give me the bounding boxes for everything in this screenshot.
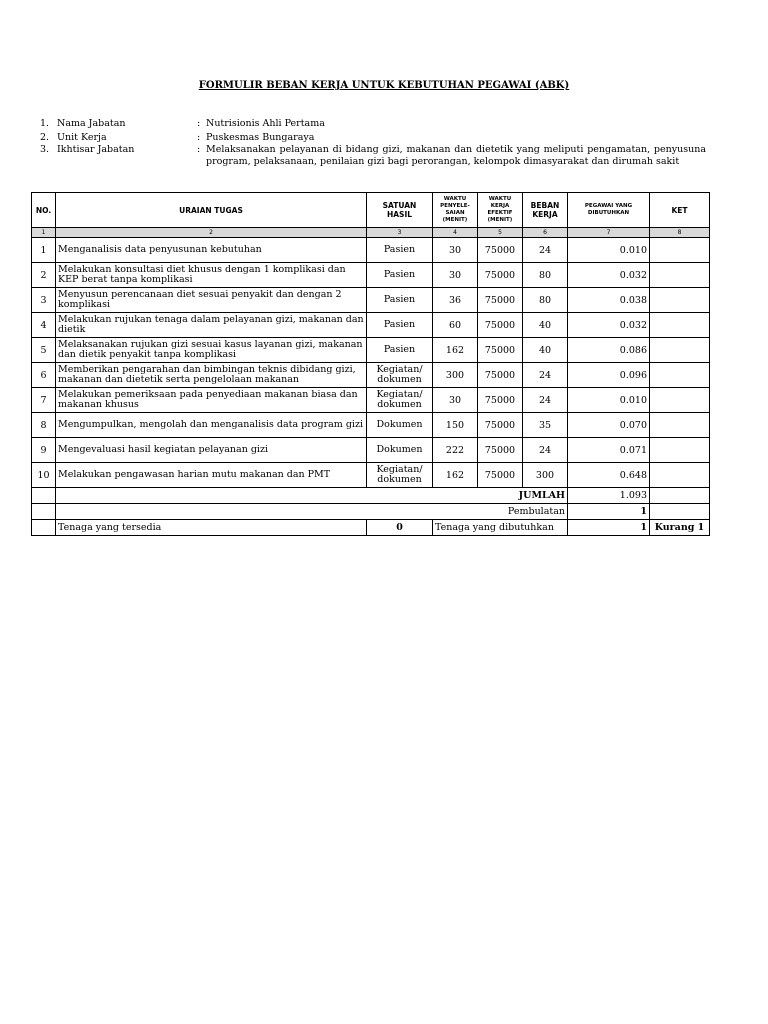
waktu-kerja-efektif: 75000	[478, 238, 523, 263]
row-number: 6	[32, 363, 56, 388]
pegawai-dibutuhkan: 0.071	[568, 438, 650, 463]
pegawai-dibutuhkan: 0.032	[568, 263, 650, 288]
row-number: 1	[32, 238, 56, 263]
form-title: FORMULIR BEBAN KERJA UNTUK KEBUTUHAN PEGAWAI (ABK)	[198, 80, 570, 91]
table-row	[32, 363, 710, 388]
row-number: 8	[32, 413, 56, 438]
jumlah-row	[32, 488, 710, 504]
pegawai-dibutuhkan: 0.096	[568, 363, 650, 388]
row-number: 9	[32, 438, 56, 463]
satuan-hasil: Pasien	[367, 263, 433, 288]
table-row	[32, 438, 710, 463]
waktu-penyelesaian: 300	[433, 363, 478, 388]
pembulatan-row	[32, 504, 710, 520]
task-description: Mengevaluasi hasil kegiatan pelayanan gizi	[56, 438, 367, 463]
header-beban-kerja: BEBAN KERJA	[523, 193, 568, 228]
column-number: 2	[56, 228, 367, 238]
satuan-hasil: Pasien	[367, 238, 433, 263]
satuan-hasil: Dokumen	[367, 438, 433, 463]
table-row	[32, 413, 710, 438]
keterangan	[650, 238, 710, 263]
column-number: 8	[650, 228, 710, 238]
column-number: 3	[367, 228, 433, 238]
satuan-hasil: Kegiatan/ dokumen	[367, 363, 433, 388]
pembulatan-value: 1	[568, 504, 650, 520]
pegawai-dibutuhkan: 0.070	[568, 413, 650, 438]
tenaga-row	[32, 520, 710, 536]
waktu-kerja-efektif: 75000	[478, 288, 523, 313]
row-number: 3	[32, 288, 56, 313]
info-colon: :	[197, 144, 201, 155]
tenaga-tersedia-label: Tenaga yang tersedia	[56, 520, 367, 536]
waktu-penyelesaian: 60	[433, 313, 478, 338]
keterangan	[650, 388, 710, 413]
tenaga-dibutuhkan-label: Tenaga yang dibutuhkan	[433, 520, 568, 536]
workload-table	[31, 192, 710, 536]
waktu-penyelesaian: 162	[433, 463, 478, 488]
column-number: 7	[568, 228, 650, 238]
info-label: Nama Jabatan	[57, 118, 126, 129]
beban-kerja: 24	[523, 363, 568, 388]
satuan-hasil: Pasien	[367, 338, 433, 363]
empty-cell	[650, 488, 710, 504]
task-rows	[32, 238, 710, 488]
beban-kerja: 40	[523, 338, 568, 363]
info-colon: :	[197, 132, 201, 143]
pegawai-dibutuhkan: 0.010	[568, 238, 650, 263]
task-description: Mengumpulkan, mengolah dan menganalisis data program gizi	[56, 413, 367, 438]
task-description: Melakukan pengawasan harian mutu makanan dan PMT	[56, 463, 367, 488]
task-description: Memberikan pengarahan dan bimbingan teknis dibidang gizi, makanan dan dietetik serta pengelolaan makanan	[56, 363, 367, 388]
waktu-kerja-efektif: 75000	[478, 438, 523, 463]
satuan-hasil: Kegiatan/ dokumen	[367, 388, 433, 413]
task-description: Melaksanakan rujukan gizi sesuai kasus layanan gizi, makanan dan dietik penyakit tanpa komplikasi	[56, 338, 367, 363]
beban-kerja: 24	[523, 388, 568, 413]
header-uraian-tugas: URAIAN TUGAS	[56, 193, 367, 228]
jumlah-label: JUMLAH	[56, 488, 568, 504]
task-description: Melakukan pemeriksaan pada penyediaan makanan biasa dan makanan khusus	[56, 388, 367, 413]
info-label: Ikhtisar Jabatan	[57, 144, 135, 155]
task-description: Melakukan konsultasi diet khusus dengan 1 komplikasi dan KEP berat tanpa komplikasi	[56, 263, 367, 288]
pegawai-dibutuhkan: 0.038	[568, 288, 650, 313]
satuan-hasil: Kegiatan/ dokumen	[367, 463, 433, 488]
pegawai-dibutuhkan: 0.010	[568, 388, 650, 413]
satuan-hasil: Pasien	[367, 288, 433, 313]
info-number: 1.	[40, 118, 50, 129]
pegawai-dibutuhkan: 0.648	[568, 463, 650, 488]
column-number: 6	[523, 228, 568, 238]
table-row	[32, 288, 710, 313]
empty-cell	[32, 488, 56, 504]
keterangan	[650, 413, 710, 438]
empty-cell	[32, 504, 56, 520]
waktu-penyelesaian: 30	[433, 238, 478, 263]
kurang-status: Kurang 1	[650, 520, 710, 536]
info-label: Unit Kerja	[57, 132, 107, 143]
waktu-kerja-efektif: 75000	[478, 463, 523, 488]
keterangan	[650, 263, 710, 288]
info-value: Nutrisionis Ahli Pertama	[206, 118, 325, 129]
keterangan	[650, 288, 710, 313]
beban-kerja: 300	[523, 463, 568, 488]
waktu-kerja-efektif: 75000	[478, 413, 523, 438]
info-value: Melaksanakan pelayanan di bidang gizi, makanan dan dietetik yang meliputi pengamatan, penyusuna program, pelaksanaan, penilaian gizi bagi perorangan, kelompok dimasyarakat dan dirumah sakit	[206, 144, 706, 167]
row-number: 10	[32, 463, 56, 488]
keterangan	[650, 363, 710, 388]
header-no: NO.	[32, 193, 56, 228]
waktu-penyelesaian: 30	[433, 263, 478, 288]
tenaga-tersedia-value: 0	[367, 520, 433, 536]
table-row	[32, 388, 710, 413]
jumlah-value: 1.093	[568, 488, 650, 504]
row-number: 2	[32, 263, 56, 288]
beban-kerja: 35	[523, 413, 568, 438]
waktu-penyelesaian: 36	[433, 288, 478, 313]
header-ket: KET	[650, 193, 710, 228]
task-description: Menyusun perencanaan diet sesuai penyakit dan dengan 2 komplikasi	[56, 288, 367, 313]
info-colon: :	[197, 118, 201, 129]
beban-kerja: 80	[523, 263, 568, 288]
keterangan	[650, 438, 710, 463]
waktu-kerja-efektif: 75000	[478, 313, 523, 338]
table-row	[32, 263, 710, 288]
beban-kerja: 40	[523, 313, 568, 338]
empty-cell	[650, 504, 710, 520]
waktu-penyelesaian: 150	[433, 413, 478, 438]
keterangan	[650, 338, 710, 363]
column-number: 1	[32, 228, 56, 238]
waktu-kerja-efektif: 75000	[478, 388, 523, 413]
waktu-penyelesaian: 222	[433, 438, 478, 463]
beban-kerja: 24	[523, 438, 568, 463]
column-number: 4	[433, 228, 478, 238]
pegawai-dibutuhkan: 0.032	[568, 313, 650, 338]
info-value: Puskesmas Bungaraya	[206, 132, 315, 143]
header-waktu-kerja-efektif: WAKTU KERJA EFEKTIF (MENIT)	[478, 193, 523, 228]
pembulatan-label: Pembulatan	[56, 504, 568, 520]
satuan-hasil: Pasien	[367, 313, 433, 338]
empty-cell	[32, 520, 56, 536]
column-number-row	[32, 228, 710, 238]
keterangan	[650, 313, 710, 338]
task-description: Menganalisis data penyusunan kebutuhan	[56, 238, 367, 263]
pegawai-dibutuhkan: 0.086	[568, 338, 650, 363]
task-description: Melakukan rujukan tenaga dalam pelayanan gizi, makanan dan dietik	[56, 313, 367, 338]
table-header-row	[32, 193, 710, 228]
keterangan	[650, 463, 710, 488]
column-number: 5	[478, 228, 523, 238]
table-row	[32, 463, 710, 488]
waktu-kerja-efektif: 75000	[478, 363, 523, 388]
table-row	[32, 313, 710, 338]
info-number: 2.	[40, 132, 50, 143]
waktu-kerja-efektif: 75000	[478, 338, 523, 363]
waktu-penyelesaian: 162	[433, 338, 478, 363]
beban-kerja: 24	[523, 238, 568, 263]
header-pegawai-dibutuhkan: PEGAWAI YANG DIBUTUHKAN	[568, 193, 650, 228]
satuan-hasil: Dokumen	[367, 413, 433, 438]
table-row	[32, 238, 710, 263]
header-waktu-penyelesaian: WAKTU PENYELE-SAIAN (MENIT)	[433, 193, 478, 228]
waktu-penyelesaian: 30	[433, 388, 478, 413]
row-number: 5	[32, 338, 56, 363]
tenaga-dibutuhkan-value: 1	[568, 520, 650, 536]
row-number: 4	[32, 313, 56, 338]
info-number: 3.	[40, 144, 50, 155]
header-satuan-hasil: SATUAN HASIL	[367, 193, 433, 228]
row-number: 7	[32, 388, 56, 413]
table-row	[32, 338, 710, 363]
beban-kerja: 80	[523, 288, 568, 313]
waktu-kerja-efektif: 75000	[478, 263, 523, 288]
